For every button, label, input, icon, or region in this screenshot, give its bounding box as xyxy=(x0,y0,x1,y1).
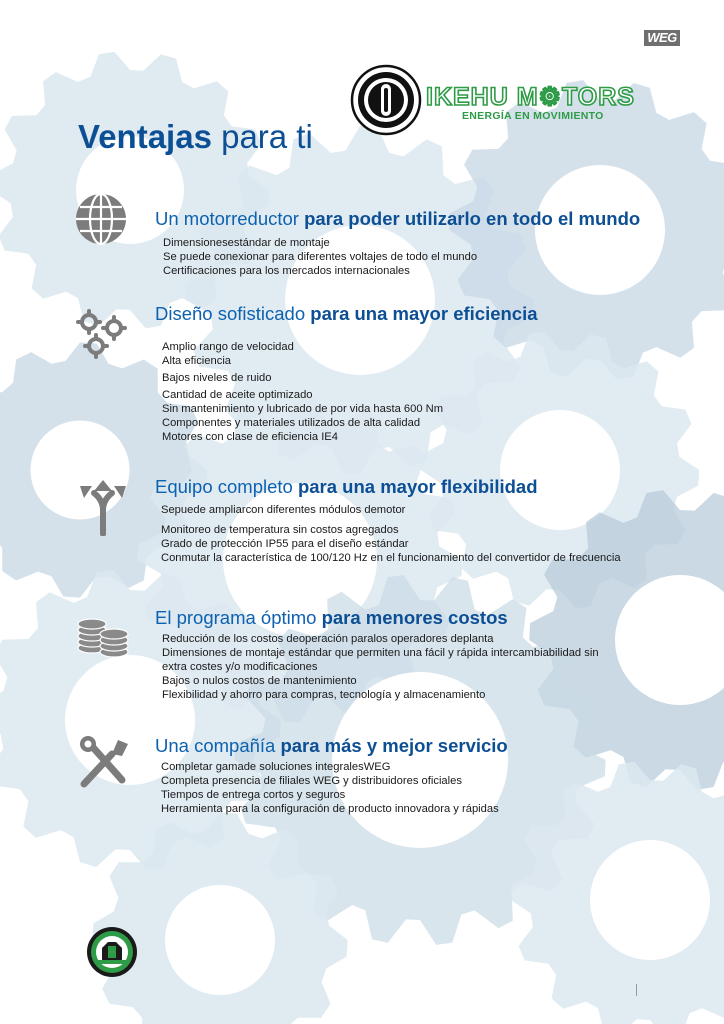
ikehu-emblem-icon xyxy=(350,64,422,136)
bullet-item: Sin mantenimiento y lubricado de por vida hasta 600 Nm xyxy=(162,403,444,415)
bullet-item: Motores con clase de eficiencia IE4 xyxy=(162,431,338,443)
bullet-item: Amplio rango de velocidad xyxy=(162,341,294,353)
bullet-item: Componentes y materiales utilizados de alta calidad xyxy=(162,417,421,429)
section-title xyxy=(155,476,538,498)
bullet-item: Dimensiones de montaje estándar que permiten una fácil y rápida intercambiabilidad sin xyxy=(162,647,599,659)
bullet-list xyxy=(162,632,599,702)
page-title xyxy=(78,118,313,156)
section-title-bold: para más y mejor servicio xyxy=(280,735,508,756)
page-title-bold: Ventajas xyxy=(78,118,212,155)
section-title-plain: Diseño sofisticado xyxy=(155,303,311,324)
bullet-item: Sepuede ampliarcon diferentes módulos demotor xyxy=(161,504,406,516)
bullet-item: Tiempos de entrega cortos y seguros xyxy=(161,789,346,801)
brand-name: IKEHU M⚙TORS xyxy=(426,83,635,111)
section-title-bold: para poder utilizarlo en todo el mundo xyxy=(304,208,641,229)
bullet-list xyxy=(163,236,477,278)
bullet-item: Certificaciones para los mercados internacionales xyxy=(163,265,410,277)
brand-tagline: ENERGÍA EN MOVIMIENTO xyxy=(462,110,604,122)
page-title-rest: para ti xyxy=(211,118,313,155)
footer-brand-emblem-icon xyxy=(86,926,138,978)
section-title xyxy=(155,208,640,230)
bullet-item: Alta eficiencia xyxy=(162,355,232,367)
bullet-item: Bajos niveles de ruido xyxy=(162,372,272,384)
bullet-item: Herramienta para la configuración de producto innovadora y rápidas xyxy=(161,803,499,815)
section-title-plain: Una compañía xyxy=(155,735,281,756)
globe-icon xyxy=(72,190,130,248)
weg-logo: WEG xyxy=(644,30,680,46)
section-title-plain: El programa óptimo xyxy=(155,607,322,628)
bullet-item: Bajos o nulos costos de mantenimiento xyxy=(162,675,357,687)
bullet-item: Dimensionesestándar de montaje xyxy=(163,237,330,249)
section-title-bold: para una mayor flexibilidad xyxy=(297,476,538,497)
split-arrows-icon xyxy=(74,478,132,536)
section-title-plain: Equipo completo xyxy=(155,476,298,497)
coins-icon xyxy=(74,604,132,662)
bullet-item: Completar gamade soluciones integralesWEG xyxy=(161,761,391,773)
bullet-list xyxy=(162,340,443,444)
bullet-list xyxy=(161,760,499,816)
section-title-plain: Un motorreductor xyxy=(155,208,305,229)
bullet-item: Completa presencia de filiales WEG y distribuidores oficiales xyxy=(161,775,462,787)
bullet-item: Reducción de los costos deoperación paralos operadores deplanta xyxy=(162,633,494,645)
section-title xyxy=(155,303,538,325)
tools-icon xyxy=(74,734,132,792)
bullet-item: Monitoreo de temperatura sin costos agregados xyxy=(161,524,399,536)
section-title xyxy=(155,607,508,629)
bullet-item: Flexibilidad y ahorro para compras, tecnología y almacenamiento xyxy=(162,689,486,701)
bullet-item: Grado de protección IP55 para el diseño estándar xyxy=(161,538,409,550)
bullet-item: extra costes y/o modificaciones xyxy=(162,661,318,673)
bullet-item: Conmutar la característica de 100/120 Hz en el funcionamiento del convertidor de frecuencia xyxy=(161,552,621,564)
bullet-item: Se puede conexionar para diferentes voltajes de todo el mundo xyxy=(163,251,478,263)
section-title-bold: para menores costos xyxy=(321,607,508,628)
bullet-item: Cantidad de aceite optimizado xyxy=(162,389,313,401)
gears-icon xyxy=(74,306,132,364)
page-marker xyxy=(636,984,637,996)
section-title-bold: para una mayor eficiencia xyxy=(310,303,538,324)
bullet-list xyxy=(161,503,621,565)
section-title xyxy=(155,735,508,757)
